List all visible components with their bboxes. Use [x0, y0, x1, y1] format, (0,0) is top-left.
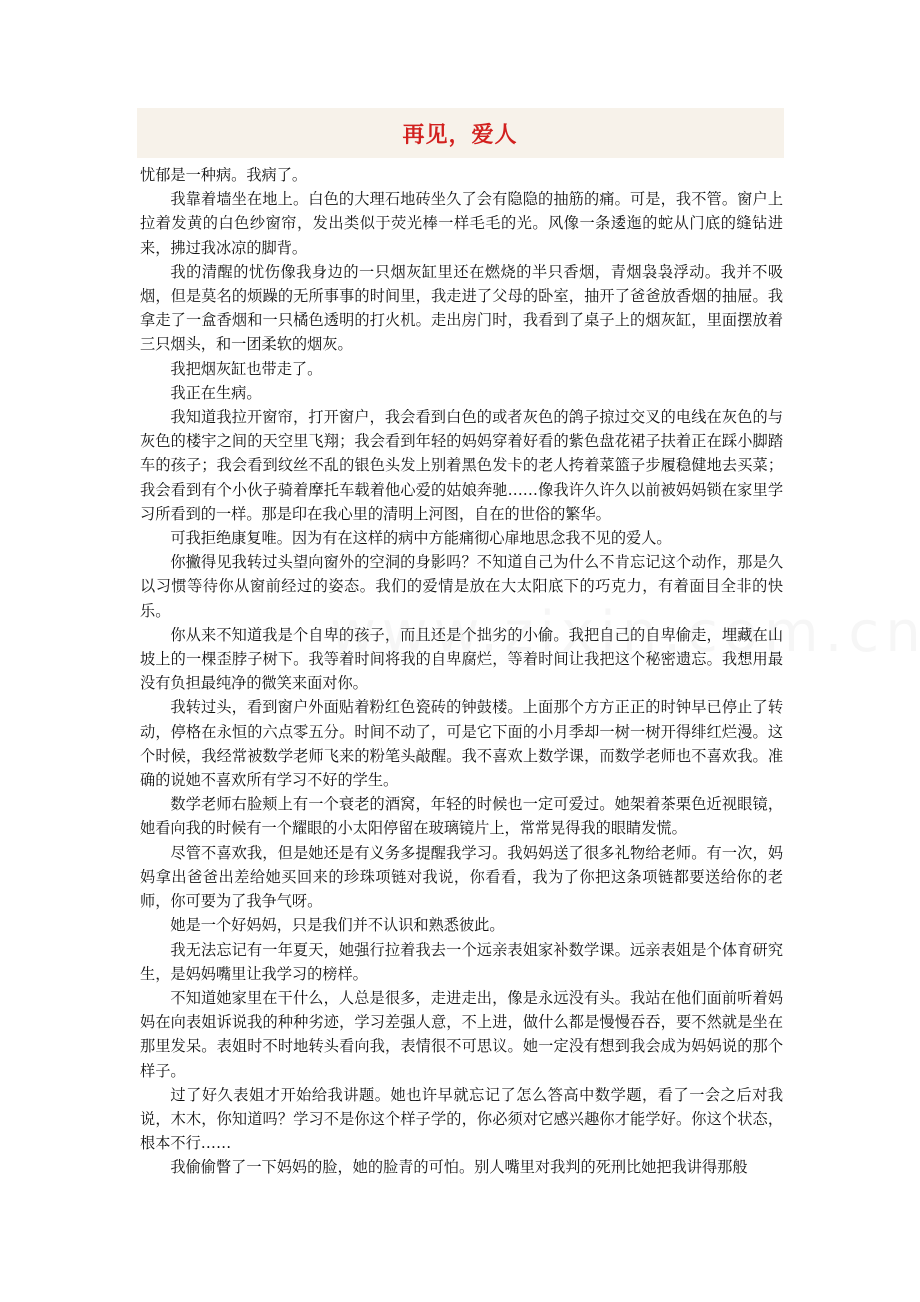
paragraph: 忧郁是一种病。我病了。 — [140, 166, 308, 184]
paragraph: 我转过头，看到窗户外面贴着粉红色瓷砖的钟鼓楼。上面那个方方正正的时钟早已停止了转动，停格在永恒的六点零五分。时间不动了，可是它下面的小月季却一树一树开得绯红烂漫。这个时候，我经常被数学老师飞来的粉笔头敲醒。我不喜欢上数学课，而数学老师也不喜欢我。准确的说她不喜欢所有学习不好的学生。 — [140, 698, 783, 790]
document-title: 再见，爱人 — [402, 123, 518, 148]
paragraph: 我无法忘记有一年夏天，她强行拉着我去一个远亲表姐家补数学课。远亲表姐是个体育研究生，是妈妈嘴里让我学习的榜样。 — [140, 940, 783, 983]
paragraph: 尽管不喜欢我，但是她还是有义务多提醒我学习。我妈妈送了很多礼物给老师。有一次，妈妈拿出爸爸出差给她买回来的珍珠项链对我说，你看看，我为了你把这条项链都要送给你的老师，你可要为了我争气呀。 — [140, 843, 783, 911]
paragraph: 过了好久表姐才开始给我讲题。她也许早就忘记了怎么答高中数学题，看了一会之后对我说，木木，你知道吗？学习不是你这个样子学的，你必须对它感兴趣你才能学好。你这个状态，根本不行…… — [140, 1085, 783, 1153]
paragraph: 她是一个好妈妈，只是我们并不认识和熟悉彼此。 — [170, 916, 505, 935]
paragraph: 我知道我拉开窗帘，打开窗户，我会看到白色的或者灰色的鸽子掠过交叉的电线在灰色的与灰色的楼宇之间的天空里飞翔；我会看到年轻的妈妈穿着好看的紫色盘花裙子扶着正在踩小脚踏车的孩子；我会看到纹丝不乱的银色头发上别着黑色发卡的老人挎着菜篮子步履稳健地去买菜；我会看到有个小伙子骑着摩托车载着他心爱的姑娘奔驰……像我许久许久以前被妈妈锁在家里学习所看到的一样。那是印在我心里的清明上河图，自在的世俗的繁华。 — [140, 408, 783, 523]
paragraph: 数学老师右脸颊上有一个衰老的酒窝，年轻的时候也一定可爱过。她架着茶栗色近视眼镜，她看向我的时候有一个耀眼的小太阳停留在玻璃镜片上，常常晃得我的眼睛发慌。 — [140, 795, 783, 838]
paragraph: 我靠着墙坐在地上。白色的大理石地砖坐久了会有隐隐的抽筋的痛。可是，我不管。窗户上拉着发黄的白色纱窗帘，发出类似于荧光棒一样毛毛的光。风像一条逶迤的蛇从门底的缝钻进来，拂过我冰凉的脚背。 — [140, 190, 783, 257]
paragraph: 不知道她家里在干什么，人总是很多，走进走出，像是永远没有头。我站在他们面前听着妈妈在向表姐诉说我的种种劣迹，学习差强人意，不上进，做什么都是慢慢吞吞，要不然就是坐在那里发呆。表姐时不时地转头看向我，表情很不可思议。她一定没有想到我会成为妈妈说的那个样子。 — [140, 988, 783, 1080]
paragraph: 你撇得见我转过头望向窗外的空洞的身影吗？不知道自己为什么不肯忘记这个动作，那是久以习惯等待你从窗前经过的姿态。我们的爱情是放在大太阳底下的巧克力，有着面目全非的快乐。 — [140, 553, 783, 620]
paragraph: 我正在生病。 — [170, 383, 262, 402]
document-body — [140, 163, 783, 1180]
paragraph: 我的清醒的忧伤像我身边的一只烟灰缸里还在燃烧的半只香烟，青烟袅袅浮动。我并不吸烟，但是莫名的烦躁的无所事事的时间里，我走进了父母的卧室，抽开了爸爸放香烟的抽屉。我拿走了一盒香烟和一只橘色透明的打火机。走出房门时，我看到了桌子上的烟灰缸，里面摆放着三只烟头，和一团柔软的烟灰。 — [140, 262, 783, 354]
paragraph: 我把烟灰缸也带走了。 — [170, 359, 323, 378]
paragraph: 我偷偷瞥了一下妈妈的脸，她的脸青的可怕。别人嘴里对我判的死刑比她把我讲得那般 — [170, 1158, 748, 1177]
paragraph: 可我拒绝康复唯。因为有在这样的病中方能痛彻心扉地思念我不见的爱人。 — [170, 529, 672, 548]
paragraph: 你从来不知道我是个自卑的孩子，而且还是个拙劣的小偷。我把自己的自卑偷走，埋藏在山坡上的一棵歪脖子树下。我等着时间将我的自卑腐烂，等着时间让我把这个秘密遗忘。我想用最没有负担最纯净的微笑来面对你。 — [140, 625, 783, 693]
